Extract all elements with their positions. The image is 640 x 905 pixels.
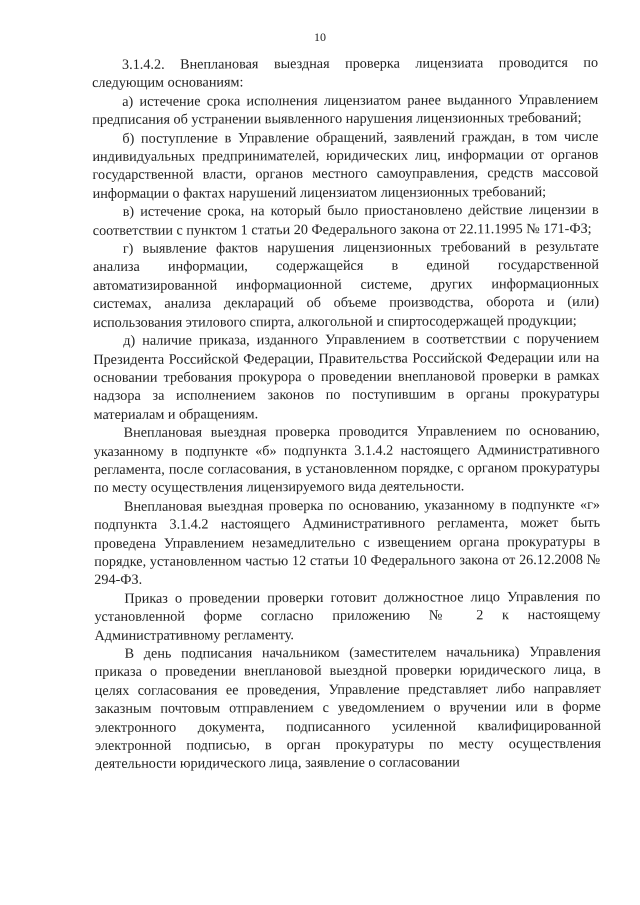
paragraph-order-preparation: Приказ о проведении проверки готовит должностное лицо Управления по установленной форме согласно приложению № 2 к настоящему Административному регламенту.	[94, 588, 601, 644]
paragraph-item-d: д) наличие приказа, изданного Управлением в соответствии с поручением Президента Российской Федерации, Правительства Российской Федерации или на основании требования прокурора о проведении внеплановой проверки в рамках надзора за исполнением законов по поступившим в органы прокуратуры материалам и обращениям.	[93, 330, 600, 423]
document-body	[92, 54, 601, 774]
paragraph-item-v: в) истечение срока, на который было приостановлено действие лицензии в соответствии с пунктом 1 статьи 20 Федерального закона от 22.11.1995 № 171-ФЗ;	[92, 202, 599, 239]
paragraph-signing-day: В день подписания начальником (заместителем начальника) Управления приказа о проведении внеплановой выездной проверки юридического лица, в целях согласования ее проведения, Управление представляет либо направляет заказным почтовым отправлением с уведомлением о вручении или в форме электронного документа, подписанного усиленной квалифицированной электронной подписью, в орган прокуратуры по месту осуществления деятельности юридического лица, заявление о согласовании	[94, 643, 602, 773]
paragraph-item-a: а) истечение срока исполнения лицензиатом ранее выданного Управлением предписания об устранении выявленного нарушения лицензионных требований;	[92, 91, 599, 129]
paragraph-approval: Внеплановая выездная проверка проводится Управлением по основанию, указанному в подпункте «б» подпункта 3.1.4.2 настоящего Административного регламента, после согласования, в установленном порядке, с органом прокуратуры по месту осуществления лицензируемого вида деятельности.	[93, 422, 600, 497]
paragraph-3-1-4-2: 3.1.4.2. Внеплановая выездная проверка лицензиата проводится по следующим основаниям:	[92, 54, 599, 92]
paragraph-immediate-inspection: Внеплановая выездная проверка по основанию, указанному в подпункте «г» подпункта 3.1.4.2 настоящего Административного регламента, может быть проведена Управлением незамедлительно с извещением органа прокуратуры в порядке, установленном частью 12 статьи 10 Федерального закона от 26.12.2008 № 294-ФЗ.	[94, 496, 601, 589]
page-number: 10	[314, 30, 326, 44]
paragraph-item-g: г) выявление фактов нарушения лицензионных требований в результате анализа информации, содержащейся в единой государственной автоматизированной информационной системе, других информационных системах, анализа деклараций об объеме производства, оборота и (или) использования этилового спирта, алкогольной и спиртосодержащей продукции;	[92, 238, 600, 331]
paragraph-item-b: б) поступление в Управление обращений, заявлений граждан, в том числе индивидуальных предпринимателей, юридических лиц, информации от органов государственной власти, органов местного самоуправления, средств массовой информации о фактах нарушений лицензиатом лицензионных требований;	[92, 128, 599, 202]
